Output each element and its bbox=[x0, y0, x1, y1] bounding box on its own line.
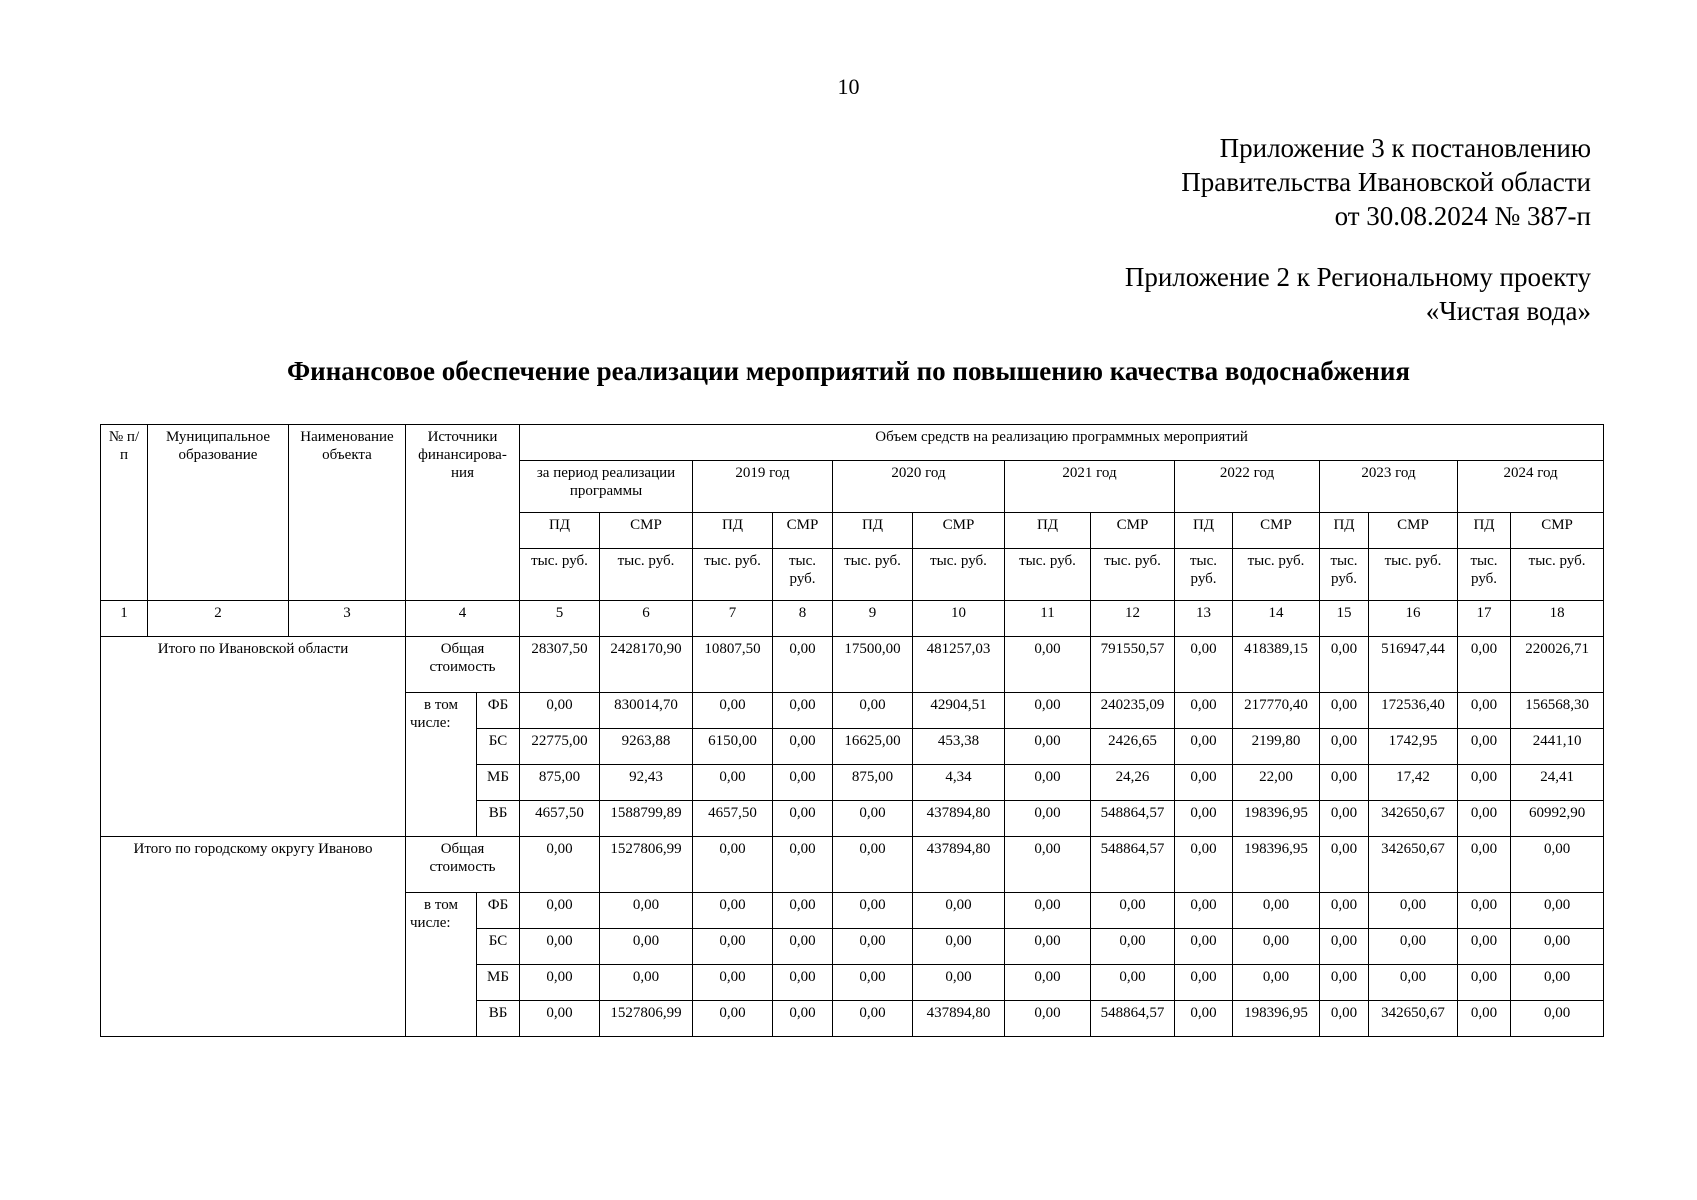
column-number: 10 bbox=[913, 601, 1005, 637]
column-number: 12 bbox=[1091, 601, 1175, 637]
source-value-cell: 0,00 bbox=[1175, 693, 1233, 729]
appendix-resolution bbox=[1181, 131, 1591, 233]
total-value-cell: 0,00 bbox=[693, 837, 773, 893]
source-value-cell: 0,00 bbox=[773, 965, 833, 1001]
source-value-cell: 0,00 bbox=[1320, 765, 1369, 801]
column-number: 1 bbox=[101, 601, 148, 637]
source-name: ВБ bbox=[477, 1001, 520, 1037]
header-period: 2023 год bbox=[1320, 461, 1458, 513]
source-value-cell: 24,26 bbox=[1091, 765, 1175, 801]
source-value-cell: 22,00 bbox=[1233, 765, 1320, 801]
source-value-cell: 0,00 bbox=[1233, 965, 1320, 1001]
source-value-cell: 0,00 bbox=[693, 1001, 773, 1037]
header-smr: СМР bbox=[1369, 513, 1458, 549]
column-number: 17 bbox=[1458, 601, 1511, 637]
total-value-cell: 0,00 bbox=[1320, 837, 1369, 893]
header-period: 2021 год bbox=[1005, 461, 1175, 513]
source-value-cell: 0,00 bbox=[1005, 893, 1091, 929]
source-value-cell: 0,00 bbox=[1005, 929, 1091, 965]
source-value-cell: 0,00 bbox=[693, 929, 773, 965]
source-value-cell: 0,00 bbox=[1320, 729, 1369, 765]
source-value-cell: 342650,67 bbox=[1369, 1001, 1458, 1037]
header-row bbox=[101, 425, 1604, 461]
header-pd: ПД bbox=[1175, 513, 1233, 549]
header-unit: тыс. руб. bbox=[1369, 549, 1458, 601]
column-number: 13 bbox=[1175, 601, 1233, 637]
source-value-cell: 0,00 bbox=[833, 965, 913, 1001]
header-pd: ПД bbox=[833, 513, 913, 549]
header-period: 2020 год bbox=[833, 461, 1005, 513]
appendix-project-line: «Чистая вода» bbox=[1425, 296, 1591, 326]
source-value-cell: 0,00 bbox=[1511, 965, 1604, 1001]
source-value-cell: 0,00 bbox=[1005, 801, 1091, 837]
source-name: МБ bbox=[477, 965, 520, 1001]
total-value-cell: 548864,57 bbox=[1091, 837, 1175, 893]
source-value-cell: 9263,88 bbox=[600, 729, 693, 765]
source-value-cell: 0,00 bbox=[1511, 893, 1604, 929]
total-value-cell: 342650,67 bbox=[1369, 837, 1458, 893]
column-number: 3 bbox=[289, 601, 406, 637]
source-value-cell: 0,00 bbox=[693, 765, 773, 801]
source-value-cell: 875,00 bbox=[520, 765, 600, 801]
source-value-cell: 6150,00 bbox=[693, 729, 773, 765]
header-unit: тыс. руб. bbox=[1320, 549, 1369, 601]
source-value-cell: 0,00 bbox=[1091, 929, 1175, 965]
appendix-resolution-line: от 30.08.2024 № 387-п bbox=[1334, 201, 1591, 231]
source-value-cell: 548864,57 bbox=[1091, 801, 1175, 837]
header-period: 2024 год bbox=[1458, 461, 1604, 513]
including-label: в том числе: bbox=[406, 893, 477, 1037]
source-name: БС bbox=[477, 729, 520, 765]
header-smr: СМР bbox=[600, 513, 693, 549]
appendix-resolution-line: Приложение 3 к постановлению bbox=[1219, 133, 1591, 163]
source-value-cell: 437894,80 bbox=[913, 801, 1005, 837]
source-value-cell: 0,00 bbox=[773, 765, 833, 801]
source-value-cell: 0,00 bbox=[520, 1001, 600, 1037]
header-smr: СМР bbox=[1091, 513, 1175, 549]
financing-table bbox=[100, 424, 1604, 1037]
source-value-cell: 0,00 bbox=[1005, 693, 1091, 729]
header-period: 2019 год bbox=[693, 461, 833, 513]
total-value-cell: 0,00 bbox=[1320, 637, 1369, 693]
group-total-row bbox=[101, 837, 1604, 893]
source-value-cell: 0,00 bbox=[833, 693, 913, 729]
header-unit: тыс. руб. bbox=[693, 549, 773, 601]
header-pd: ПД bbox=[1458, 513, 1511, 549]
source-value-cell: 0,00 bbox=[913, 965, 1005, 1001]
column-number: 8 bbox=[773, 601, 833, 637]
source-value-cell: 0,00 bbox=[773, 801, 833, 837]
header-pd: ПД bbox=[1005, 513, 1091, 549]
source-value-cell: 0,00 bbox=[1320, 1001, 1369, 1037]
source-value-cell: 0,00 bbox=[600, 965, 693, 1001]
header-smr: СМР bbox=[1233, 513, 1320, 549]
source-value-cell: 0,00 bbox=[600, 929, 693, 965]
source-value-cell: 0,00 bbox=[833, 929, 913, 965]
source-value-cell: 0,00 bbox=[1233, 929, 1320, 965]
column-number: 5 bbox=[520, 601, 600, 637]
source-value-cell: 875,00 bbox=[833, 765, 913, 801]
source-value-cell: 0,00 bbox=[1320, 801, 1369, 837]
column-number: 14 bbox=[1233, 601, 1320, 637]
total-value-cell: 1527806,99 bbox=[600, 837, 693, 893]
source-value-cell: 42904,51 bbox=[913, 693, 1005, 729]
header-unit: тыс. руб. bbox=[833, 549, 913, 601]
source-value-cell: 342650,67 bbox=[1369, 801, 1458, 837]
source-value-cell: 172536,40 bbox=[1369, 693, 1458, 729]
including-label: в том числе: bbox=[406, 693, 477, 837]
column-number: 11 bbox=[1005, 601, 1091, 637]
header-col-municipality: Муниципальное образование bbox=[148, 425, 289, 601]
total-value-cell: 791550,57 bbox=[1091, 637, 1175, 693]
source-value-cell: 0,00 bbox=[1091, 965, 1175, 1001]
source-value-cell: 0,00 bbox=[1175, 801, 1233, 837]
source-value-cell: 0,00 bbox=[773, 1001, 833, 1037]
source-value-cell: 0,00 bbox=[1320, 965, 1369, 1001]
source-value-cell: 0,00 bbox=[1005, 965, 1091, 1001]
header-unit: тыс. руб. bbox=[600, 549, 693, 601]
source-value-cell: 0,00 bbox=[1511, 1001, 1604, 1037]
total-value-cell: 0,00 bbox=[1005, 637, 1091, 693]
header-pd: ПД bbox=[520, 513, 600, 549]
page-number: 10 bbox=[837, 74, 860, 99]
total-value-cell: 516947,44 bbox=[1369, 637, 1458, 693]
source-value-cell: 0,00 bbox=[1233, 893, 1320, 929]
source-name: БС bbox=[477, 929, 520, 965]
appendix-project bbox=[1125, 260, 1591, 328]
total-value-cell: 437894,80 bbox=[913, 837, 1005, 893]
header-unit: тыс. руб. bbox=[1091, 549, 1175, 601]
total-value-cell: 481257,03 bbox=[913, 637, 1005, 693]
source-value-cell: 0,00 bbox=[1320, 893, 1369, 929]
total-cost-label: Общая стоимость bbox=[406, 837, 520, 893]
header-unit: тыс. руб. bbox=[1005, 549, 1091, 601]
source-value-cell: 4657,50 bbox=[520, 801, 600, 837]
source-value-cell: 1588799,89 bbox=[600, 801, 693, 837]
source-value-cell: 17,42 bbox=[1369, 765, 1458, 801]
source-value-cell: 0,00 bbox=[520, 965, 600, 1001]
source-name: ФБ bbox=[477, 893, 520, 929]
source-value-cell: 4,34 bbox=[913, 765, 1005, 801]
total-value-cell: 28307,50 bbox=[520, 637, 600, 693]
source-value-cell: 0,00 bbox=[1320, 929, 1369, 965]
column-number: 2 bbox=[148, 601, 289, 637]
source-value-cell: 453,38 bbox=[913, 729, 1005, 765]
header-pd: ПД bbox=[693, 513, 773, 549]
source-value-cell: 4657,50 bbox=[693, 801, 773, 837]
source-value-cell: 1527806,99 bbox=[600, 1001, 693, 1037]
column-number: 7 bbox=[693, 601, 773, 637]
source-value-cell: 0,00 bbox=[773, 729, 833, 765]
source-value-cell: 2199,80 bbox=[1233, 729, 1320, 765]
source-value-cell: 0,00 bbox=[773, 929, 833, 965]
total-cost-label: Общая стоимость bbox=[406, 637, 520, 693]
total-value-cell: 198396,95 bbox=[1233, 837, 1320, 893]
source-value-cell: 0,00 bbox=[600, 893, 693, 929]
header-unit: тыс. руб. bbox=[1175, 549, 1233, 601]
source-value-cell: 0,00 bbox=[833, 801, 913, 837]
source-value-cell: 2426,65 bbox=[1091, 729, 1175, 765]
header-unit: тыс. руб. bbox=[913, 549, 1005, 601]
source-value-cell: 0,00 bbox=[1369, 929, 1458, 965]
header-col-sources: Источники финансирова-ния bbox=[406, 425, 520, 601]
source-value-cell: 0,00 bbox=[1369, 893, 1458, 929]
source-value-cell: 0,00 bbox=[1458, 801, 1511, 837]
source-value-cell: 0,00 bbox=[1175, 729, 1233, 765]
source-value-cell: 0,00 bbox=[1175, 965, 1233, 1001]
total-value-cell: 0,00 bbox=[833, 837, 913, 893]
total-value-cell: 0,00 bbox=[1175, 637, 1233, 693]
header-col-volume: Объем средств на реализацию программных мероприятий bbox=[520, 425, 1604, 461]
total-value-cell: 0,00 bbox=[773, 637, 833, 693]
source-value-cell: 0,00 bbox=[1005, 729, 1091, 765]
group-total-row bbox=[101, 637, 1604, 693]
header-col-object: Наименование объекта bbox=[289, 425, 406, 601]
source-value-cell: 0,00 bbox=[1458, 765, 1511, 801]
source-value-cell: 0,00 bbox=[693, 965, 773, 1001]
header-smr: СМР bbox=[913, 513, 1005, 549]
total-value-cell: 0,00 bbox=[1458, 837, 1511, 893]
source-value-cell: 0,00 bbox=[693, 693, 773, 729]
source-value-cell: 0,00 bbox=[1511, 929, 1604, 965]
source-value-cell: 0,00 bbox=[520, 893, 600, 929]
source-value-cell: 0,00 bbox=[1458, 693, 1511, 729]
source-value-cell: 0,00 bbox=[1091, 893, 1175, 929]
source-value-cell: 217770,40 bbox=[1233, 693, 1320, 729]
total-value-cell: 220026,71 bbox=[1511, 637, 1604, 693]
source-value-cell: 198396,95 bbox=[1233, 801, 1320, 837]
source-value-cell: 0,00 bbox=[773, 893, 833, 929]
total-value-cell: 0,00 bbox=[1458, 637, 1511, 693]
column-number: 4 bbox=[406, 601, 520, 637]
source-value-cell: 22775,00 bbox=[520, 729, 600, 765]
source-value-cell: 156568,30 bbox=[1511, 693, 1604, 729]
source-value-cell: 0,00 bbox=[1458, 965, 1511, 1001]
group-label: Итого по городскому округу Иваново bbox=[101, 837, 406, 1037]
source-value-cell: 0,00 bbox=[1369, 965, 1458, 1001]
source-value-cell: 0,00 bbox=[1175, 893, 1233, 929]
total-value-cell: 418389,15 bbox=[1233, 637, 1320, 693]
total-value-cell: 0,00 bbox=[1005, 837, 1091, 893]
source-value-cell: 0,00 bbox=[1175, 929, 1233, 965]
source-value-cell: 60992,90 bbox=[1511, 801, 1604, 837]
source-value-cell: 0,00 bbox=[913, 929, 1005, 965]
header-pd: ПД bbox=[1320, 513, 1369, 549]
source-value-cell: 0,00 bbox=[913, 893, 1005, 929]
source-value-cell: 0,00 bbox=[1175, 1001, 1233, 1037]
source-value-cell: 0,00 bbox=[520, 693, 600, 729]
total-value-cell: 2428170,90 bbox=[600, 637, 693, 693]
source-value-cell: 0,00 bbox=[1005, 1001, 1091, 1037]
source-value-cell: 0,00 bbox=[833, 893, 913, 929]
source-value-cell: 830014,70 bbox=[600, 693, 693, 729]
source-value-cell: 0,00 bbox=[1175, 765, 1233, 801]
source-value-cell: 0,00 bbox=[1458, 893, 1511, 929]
column-number: 15 bbox=[1320, 601, 1369, 637]
source-value-cell: 0,00 bbox=[1458, 729, 1511, 765]
source-value-cell: 16625,00 bbox=[833, 729, 913, 765]
column-number: 9 bbox=[833, 601, 913, 637]
header-period: 2022 год bbox=[1175, 461, 1320, 513]
source-value-cell: 0,00 bbox=[693, 893, 773, 929]
header-unit: тыс. руб. bbox=[773, 549, 833, 601]
document-title: Финансовое обеспечение реализации мероприятий по повышению качества водоснабжения bbox=[286, 356, 1411, 386]
column-number: 18 bbox=[1511, 601, 1604, 637]
total-value-cell: 17500,00 bbox=[833, 637, 913, 693]
column-number: 16 bbox=[1369, 601, 1458, 637]
source-value-cell: 0,00 bbox=[773, 693, 833, 729]
source-value-cell: 548864,57 bbox=[1091, 1001, 1175, 1037]
header-unit: тыс. руб. bbox=[1511, 549, 1604, 601]
group-label: Итого по Ивановской области bbox=[101, 637, 406, 837]
header-unit: тыс. руб. bbox=[1233, 549, 1320, 601]
total-value-cell: 0,00 bbox=[520, 837, 600, 893]
source-value-cell: 240235,09 bbox=[1091, 693, 1175, 729]
appendix-project-line: Приложение 2 к Региональному проекту bbox=[1124, 262, 1591, 292]
source-name: ВБ bbox=[477, 801, 520, 837]
source-value-cell: 437894,80 bbox=[913, 1001, 1005, 1037]
source-value-cell: 0,00 bbox=[1320, 693, 1369, 729]
header-smr: СМР bbox=[1511, 513, 1604, 549]
header-unit: тыс. руб. bbox=[1458, 549, 1511, 601]
total-value-cell: 0,00 bbox=[1175, 837, 1233, 893]
header-col-num: № п/п bbox=[101, 425, 148, 601]
source-value-cell: 24,41 bbox=[1511, 765, 1604, 801]
source-value-cell: 92,43 bbox=[600, 765, 693, 801]
source-value-cell: 0,00 bbox=[833, 1001, 913, 1037]
source-value-cell: 198396,95 bbox=[1233, 1001, 1320, 1037]
total-value-cell: 0,00 bbox=[773, 837, 833, 893]
column-numbers-row bbox=[101, 601, 1604, 637]
header-period: за период реализации программы bbox=[520, 461, 693, 513]
header-smr: СМР bbox=[773, 513, 833, 549]
source-value-cell: 0,00 bbox=[520, 929, 600, 965]
appendix-resolution-line: Правительства Ивановской области bbox=[1181, 167, 1591, 197]
source-value-cell: 0,00 bbox=[1005, 765, 1091, 801]
total-value-cell: 0,00 bbox=[1511, 837, 1604, 893]
source-value-cell: 1742,95 bbox=[1369, 729, 1458, 765]
source-name: МБ bbox=[477, 765, 520, 801]
header-unit: тыс. руб. bbox=[520, 549, 600, 601]
source-value-cell: 0,00 bbox=[1458, 1001, 1511, 1037]
source-value-cell: 0,00 bbox=[1458, 929, 1511, 965]
source-value-cell: 2441,10 bbox=[1511, 729, 1604, 765]
total-value-cell: 10807,50 bbox=[693, 637, 773, 693]
column-number: 6 bbox=[600, 601, 693, 637]
source-name: ФБ bbox=[477, 693, 520, 729]
